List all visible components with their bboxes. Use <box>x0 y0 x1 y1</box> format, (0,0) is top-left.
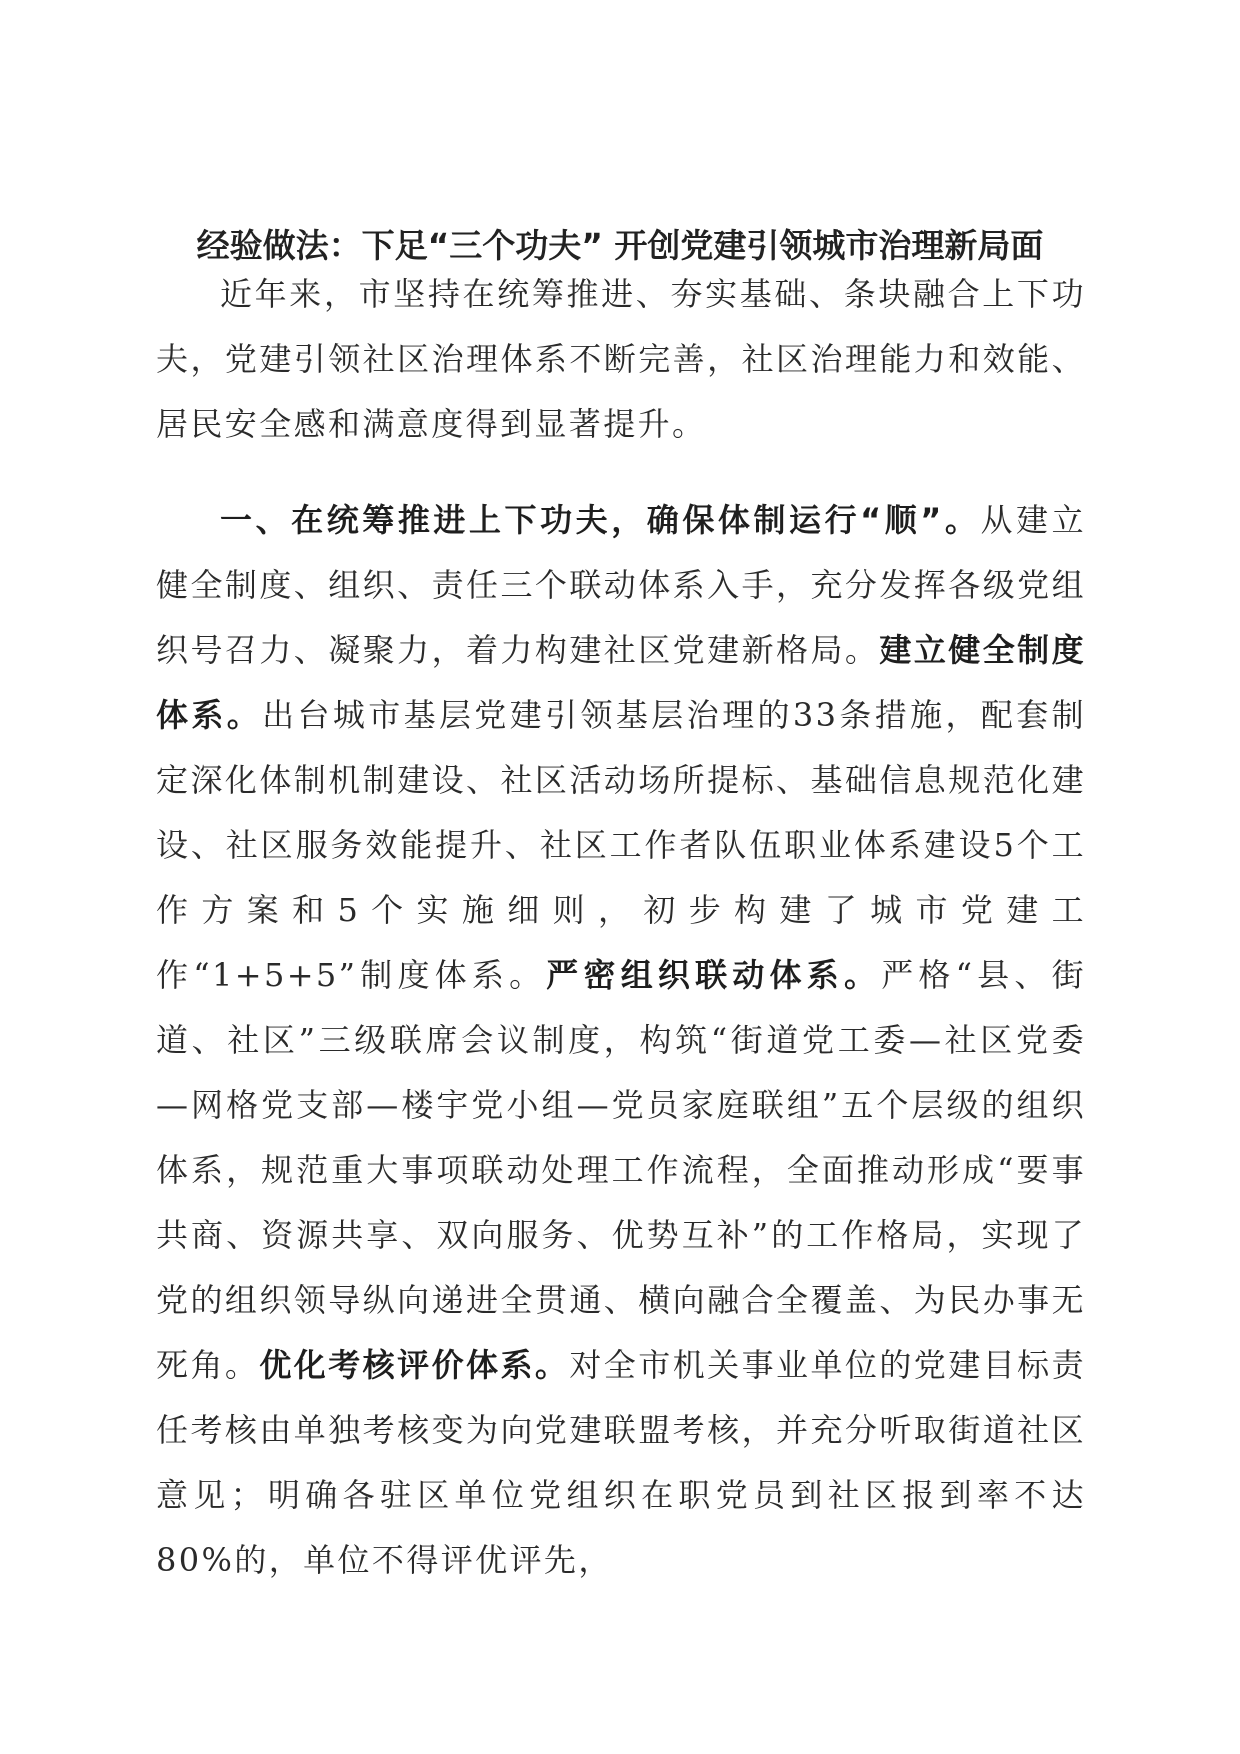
section-1-text: 严格“县、街道、社区”三级联席会议制度，构筑“街道党工委—社区党委—网格党支部—楼宇党小组—党员家庭联组”五个层级的组织体系，规范重大事项联动处理工作流程，全面推动形成“要事共商、资源共享、双向服务、优势互补”的工作格局，实现了党的组织领导纵向递进全贯通、横向融合全覆盖、为民办事无死角。 <box>156 956 1086 1384</box>
section-1-heading: 一、在统筹推进上下功夫，确保体制运行“顺”。 <box>220 501 981 539</box>
section-1-text: 从建立健全制度、组织、责任三个联动体系入手，充分发挥各级党组织号召力、凝聚力，着力构建社区党建新格局。 <box>156 501 1086 669</box>
document-title: 经验做法：下足“三个功夫” 开创党建引领城市治理新局面 <box>196 226 1044 265</box>
section-1-text: 出台城市基层党建引领基层治理的33条措施，配套制定深化体制机制建设、社区活动场所提标、基础信息规范化建设、社区服务效能提升、社区工作者队伍职业体系建设5个工作方案和5个实施细则，初步构建了城市党建工作“1+5+5”制度体系。 <box>156 696 1086 994</box>
subheading-institution-system: 建立健全制度体系。 <box>156 631 1087 734</box>
section-1-paragraph <box>156 488 1086 1593</box>
subheading-organization-system: 严密组织联动体系。 <box>546 956 882 994</box>
subheading-evaluation-system: 优化考核评价体系。 <box>259 1346 570 1384</box>
intro-paragraph: 近年来，市坚持在统筹推进、夯实基础、条块融合上下功夫，党建引领社区治理体系不断完善，社区治理能力和效能、居民安全感和满意度得到显著提升。 <box>156 275 1086 443</box>
section-1-text: 对全市机关事业单位的党建目标责任考核由单独考核变为向党建联盟考核，并充分听取街道社区意见；明确各驻区单位党组织在职党员到社区报到率不达80%的，单位不得评优评先， <box>156 1346 1086 1579</box>
